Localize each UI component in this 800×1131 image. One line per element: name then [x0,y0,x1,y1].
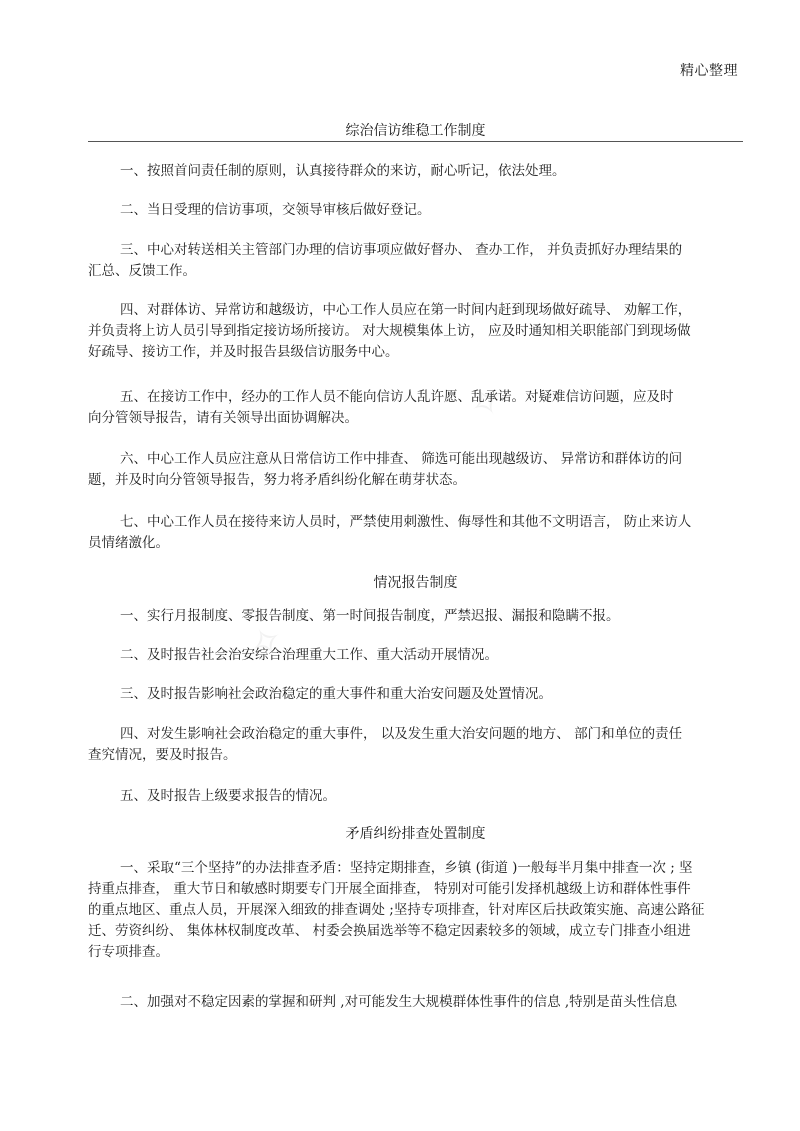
paragraph-line: 四、对发生影响社会政治稳定的重大事件， 以及发生重大治安问题的地方、 部门和单位的责任 [120,726,683,742]
paragraph [88,512,743,554]
paragraph-line: 向分管领导报告，请有关领导出面协调解决。 [88,410,358,426]
paragraph [88,240,743,282]
paragraph [88,992,743,1013]
paragraph-line: 的重点地区、重点人员，开展深入细致的排查调处 ;坚持专项排查，针对库区后扶政策实施、高速公路征 [88,902,705,918]
paragraph-line: 一、采取“三个坚持”的办法排查矛盾：坚持定期排查，乡镇 (街道 )一般每半月集中排查一次 ; 坚 [120,860,693,876]
paragraph [88,200,743,221]
paragraph-line: 四、对群体访、异常访和越级访，中心工作人员应在第一时间内赶到现场做好疏导、 劝解工作， [120,302,692,318]
header-rule [88,141,743,142]
paragraph [88,449,743,491]
header-label: 精心整理 [680,63,738,79]
paragraph-line: 三、中心对转送相关主管部门办理的信访事项应做好督办、 查办工作， 并负责抓好办理结果的 [120,242,683,258]
paragraph-line: 三、及时报告影响社会政治稳定的重大事件和重大治安问题及处置情况。 [120,686,552,702]
paragraph-line: 一、实行月报制度、零报告制度、第一时间报告制度，严禁迟报、漏报和隐瞒不报。 [120,608,620,624]
paragraph [88,684,743,705]
paragraph [88,645,743,666]
paragraph-line: 员情绪激化。 [88,535,169,551]
paragraph-line: 二、当日受理的信访事项，交领导审核后做好登记。 [120,202,431,218]
watermark-decoration: ✧ [240,614,293,672]
section-title: 综治信访维稳工作制度 [345,123,486,139]
paragraph [88,724,743,766]
paragraph [88,786,743,807]
paragraph-line: 好疏导、接访工作，并及时报告县级信访服务中心。 [88,344,399,360]
section-title: 矛盾纠纷排查处置制度 [345,826,486,842]
paragraph-line: 五、在接访工作中，经办的工作人员不能向信访人乱许愿、乱承诺。对疑难信访问题，应及时 [120,389,674,405]
paragraph [88,161,743,182]
paragraph-line: 二、加强对不稳定因素的掌握和研判 ,对可能发生大规模群体性事件的信息 ,特别是苗头性信息 [120,994,678,1010]
paragraph [88,387,743,429]
section-title: 情况报告制度 [373,575,458,591]
paragraph-line: 汇总、反馈工作。 [88,263,196,279]
paragraph-line: 二、及时报告社会治安综合治理重大工作、重大活动开展情况。 [120,647,498,663]
paragraph-line: 五、及时报告上级要求报告的情况。 [120,788,336,804]
paragraph-line: 一、按照首问责任制的原则，认真接待群众的来访，耐心听记，依法处理。 [120,163,566,179]
paragraph-line: 迁、劳资纠纷、 集体林权制度改革、 村委会换届选举等不稳定因素较多的领域，成立专门排查小组进 [88,923,691,939]
paragraph [88,300,743,363]
paragraph-line: 并负责将上访人员引导到指定接访场所接访。 对大规模集体上访， 应及时通知相关职能部门到现场做 [88,323,691,339]
paragraph-line: 六、中心工作人员应注意从日常信访工作中排查、 筛选可能出现越级访、 异常访和群体访的问 [120,451,683,467]
paragraph-line: 七、中心工作人员在接待来访人员时，严禁使用刺激性、侮辱性和其他不文明语言， 防止来访人 [120,514,692,530]
watermark-decoration: ✧ [460,374,513,432]
paragraph-line: 题，并及时向分管领导报告，努力将矛盾纠纷化解在萌芽状态。 [88,472,466,488]
paragraph-line: 查究情况，要及时报告。 [88,747,237,763]
paragraph [88,858,743,963]
paragraph-line: 行专项排查。 [88,944,169,960]
paragraph [88,606,743,627]
paragraph-line: 持重点排查， 重大节日和敏感时期要专门开展全面排查， 特别对可能引发择机越级上访和群体性事件 [88,881,691,897]
